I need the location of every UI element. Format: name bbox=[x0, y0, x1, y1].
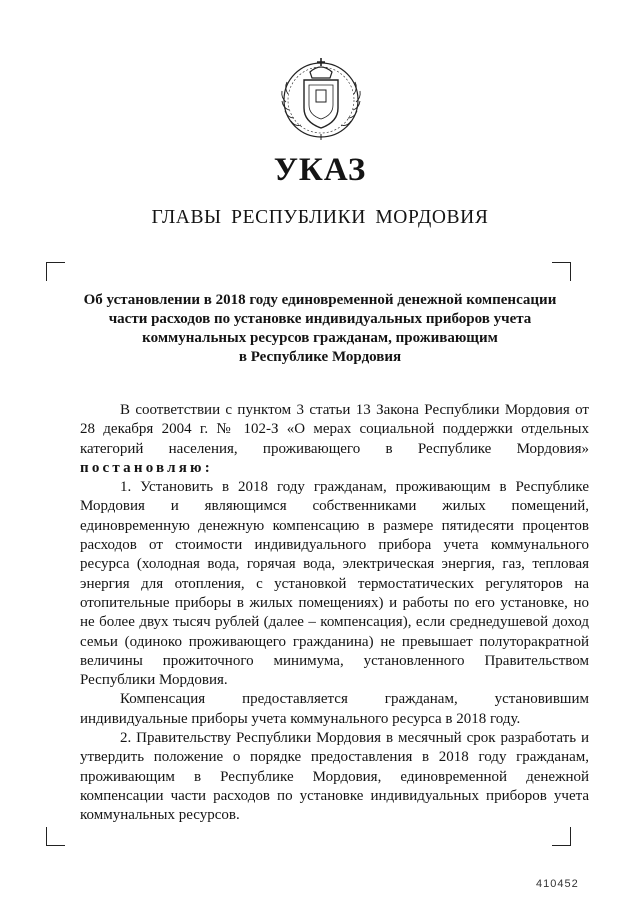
item-2-paragraph: 2. Правительству Республики Мордовия в месячный срок разработать и утвердить положение о порядке предоставления в 2018 году гражданам, проживающим в Республике Мордовия, единовременной денежной компенсации части расходов по установке индивидуальных приборов учета коммунальных ресурсов. bbox=[80, 730, 589, 824]
corner-mark-bottom-left bbox=[46, 827, 65, 846]
decree-word: постановляю: bbox=[80, 459, 213, 476]
decree-body bbox=[80, 401, 589, 826]
serial-number-stamp: 410452 bbox=[536, 878, 579, 890]
item-1-paragraph: 1. Установить в 2018 году гражданам, проживающим в Республике Мордовия и являющимся собственниками жилых помещений, единовременную денежную компенсацию в размере пятидесяти процентов расходов от стоимости индивидуального прибора учета коммунального ресурса (холодная вода, горячая вода, электрическая энергия, газ, тепловая энергия для отопления, с установкой термостатических регуляторов на отопительные приборы в жилых помещениях) и работы по его установке, но не более двух тысяч рублей (далее – компенсация), если среднедушевой доход семьи (одиноко проживающего гражданина) не превышает полуторакратной величины прожиточного минимума, установленного Правительством Республики Мордовия. bbox=[80, 479, 589, 689]
document-title: УКАЗ bbox=[273, 152, 367, 188]
heading-line: Об установлении в 2018 году единовременной денежной компенсации bbox=[83, 292, 557, 308]
heading-line: в Республике Мордовия bbox=[238, 349, 402, 365]
document-subtitle: ГЛАВЫ РЕСПУБЛИКИ МОРДОВИЯ bbox=[151, 207, 489, 228]
coat-of-arms-emblem bbox=[276, 50, 366, 142]
corner-mark-bottom-right bbox=[552, 827, 571, 846]
heading-line: коммунальных ресурсов гражданам, проживающим bbox=[142, 330, 498, 346]
decree-heading bbox=[70, 291, 570, 367]
heading-line: части расходов по установке индивидуальных приборов учета bbox=[108, 311, 532, 327]
item-1-continuation: Компенсация предоставляется гражданам, установившим индивидуальные приборы учета коммунального ресурса в 2018 году. bbox=[80, 691, 589, 727]
corner-mark-top-right bbox=[552, 262, 571, 281]
corner-mark-top-left bbox=[46, 262, 65, 281]
preamble-paragraph: В соответствии с пунктом 3 статьи 13 Закона Республики Мордовия от 28 декабря 2004 г. № 102-З «О мерах социальной поддержки отдельных категорий населения, проживающего в Республике Мордовия» bbox=[80, 402, 589, 457]
decree-word-paragraph bbox=[80, 459, 589, 478]
